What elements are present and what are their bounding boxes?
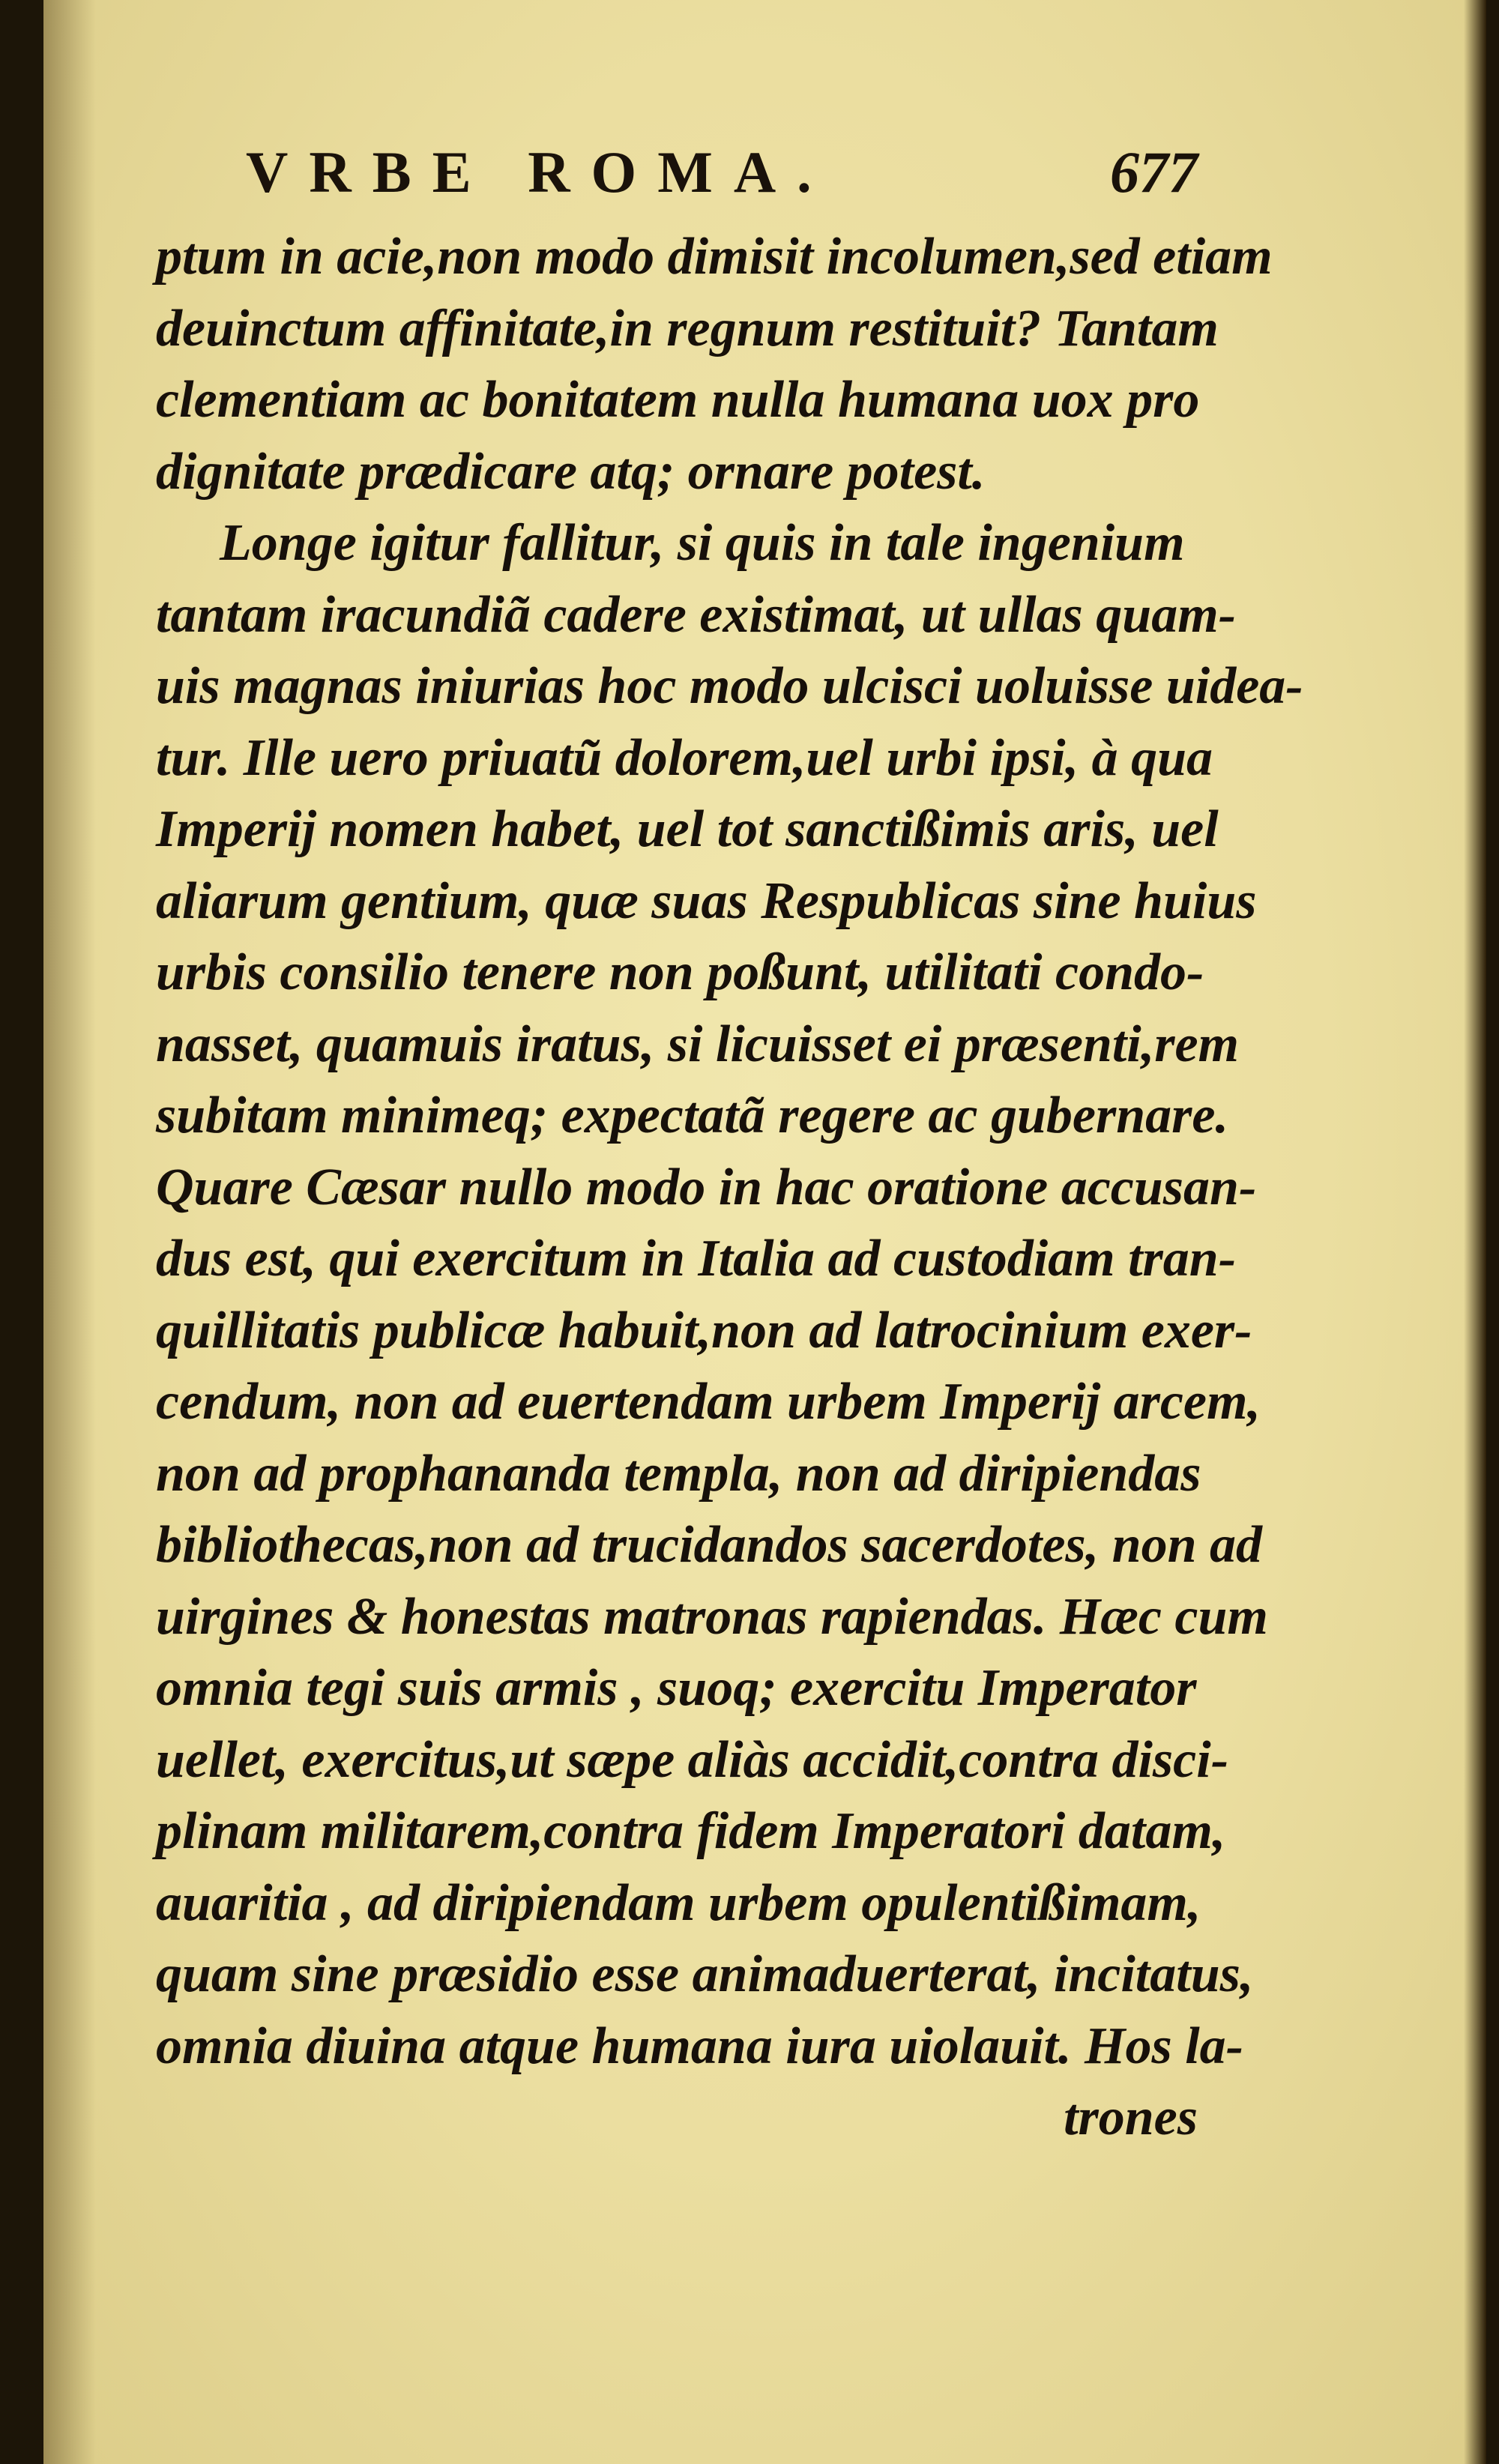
text-line: Longe igitur fallitur, si quis in tale ingenium — [220, 514, 1185, 572]
text-line: uirgines & honestas matronas rapiendas. Hæc cum — [156, 1587, 1268, 1646]
text-line: bibliothecas,non ad trucidandos sacerdotes, non ad — [156, 1516, 1263, 1574]
catchword: trones — [1064, 2089, 1198, 2146]
text-line: quam sine præsidio esse animaduerterat, incitatus, — [156, 1945, 1254, 2003]
page-header — [246, 139, 1198, 221]
text-line: cendum, non ad euertendam urbem Imperij arcem, — [156, 1373, 1261, 1431]
text-line: nasset, quamuis iratus, si licuisset ei præsenti,rem — [156, 1015, 1239, 1073]
text-line: omnia diuina atque humana iura uiolauit. Hos la- — [156, 2017, 1243, 2075]
text-line: clementiam ac bonitatem nulla humana uox pro — [156, 371, 1200, 429]
running-title: VRBE ROMA. — [246, 139, 833, 205]
text-line: subitam minimeq; expectatã regere ac gubernare. — [156, 1087, 1228, 1144]
text-line: tantam iracundiã cadere existimat, ut ullas quam- — [156, 585, 1236, 644]
text-line: tur. Ille uero priuatũ dolorem,uel urbi ipsi, à qua — [156, 728, 1213, 787]
text-line: ptum in acie,non modo dimisit incolumen,sed etiam — [156, 228, 1273, 286]
text-line: uis magnas iniurias hoc modo ulcisci uoluisse uidea- — [156, 657, 1303, 715]
text-line: quillitatis publicæ habuit,non ad latrocinium exer- — [156, 1301, 1252, 1359]
book-page — [43, 0, 1486, 2464]
text-line: deuinctum affinitate,in regnum restituit? Tantam — [156, 299, 1219, 357]
text-line: non ad prophananda templa, non ad diripiendas — [156, 1444, 1201, 1503]
text-line: dus est, qui exercitum in Italia ad custodiam tran- — [156, 1230, 1237, 1287]
text-line: urbis consilio tenere non poßunt, utilitati condo- — [156, 943, 1204, 1001]
page-number: 677 — [1110, 139, 1198, 205]
text-line: plinam militarem,contra fidem Imperatori datam, — [156, 1802, 1226, 1860]
text-line: auaritia , ad diripiendam urbem opulentißimam, — [156, 1873, 1201, 1932]
gutter-shadow — [43, 0, 96, 2464]
text-line: dignitate prædicare atq; ornare potest. — [156, 442, 986, 501]
text-line: Quare Cæsar nullo modo in hac oratione accusan- — [156, 1158, 1257, 1216]
text-line: uellet, exercitus,ut sæpe aliàs accidit,contra disci- — [156, 1730, 1229, 1789]
page-edge — [1464, 0, 1486, 2464]
text-line: aliarum gentium, quæ suas Respublicas sine huius — [156, 872, 1257, 930]
text-line: Imperij nomen habet, uel tot sanctißimis aris, uel — [156, 800, 1219, 858]
body-text — [156, 221, 1303, 2154]
text-line: omnia tegi suis armis , suoq; exercitu Imperator — [156, 1659, 1197, 1717]
